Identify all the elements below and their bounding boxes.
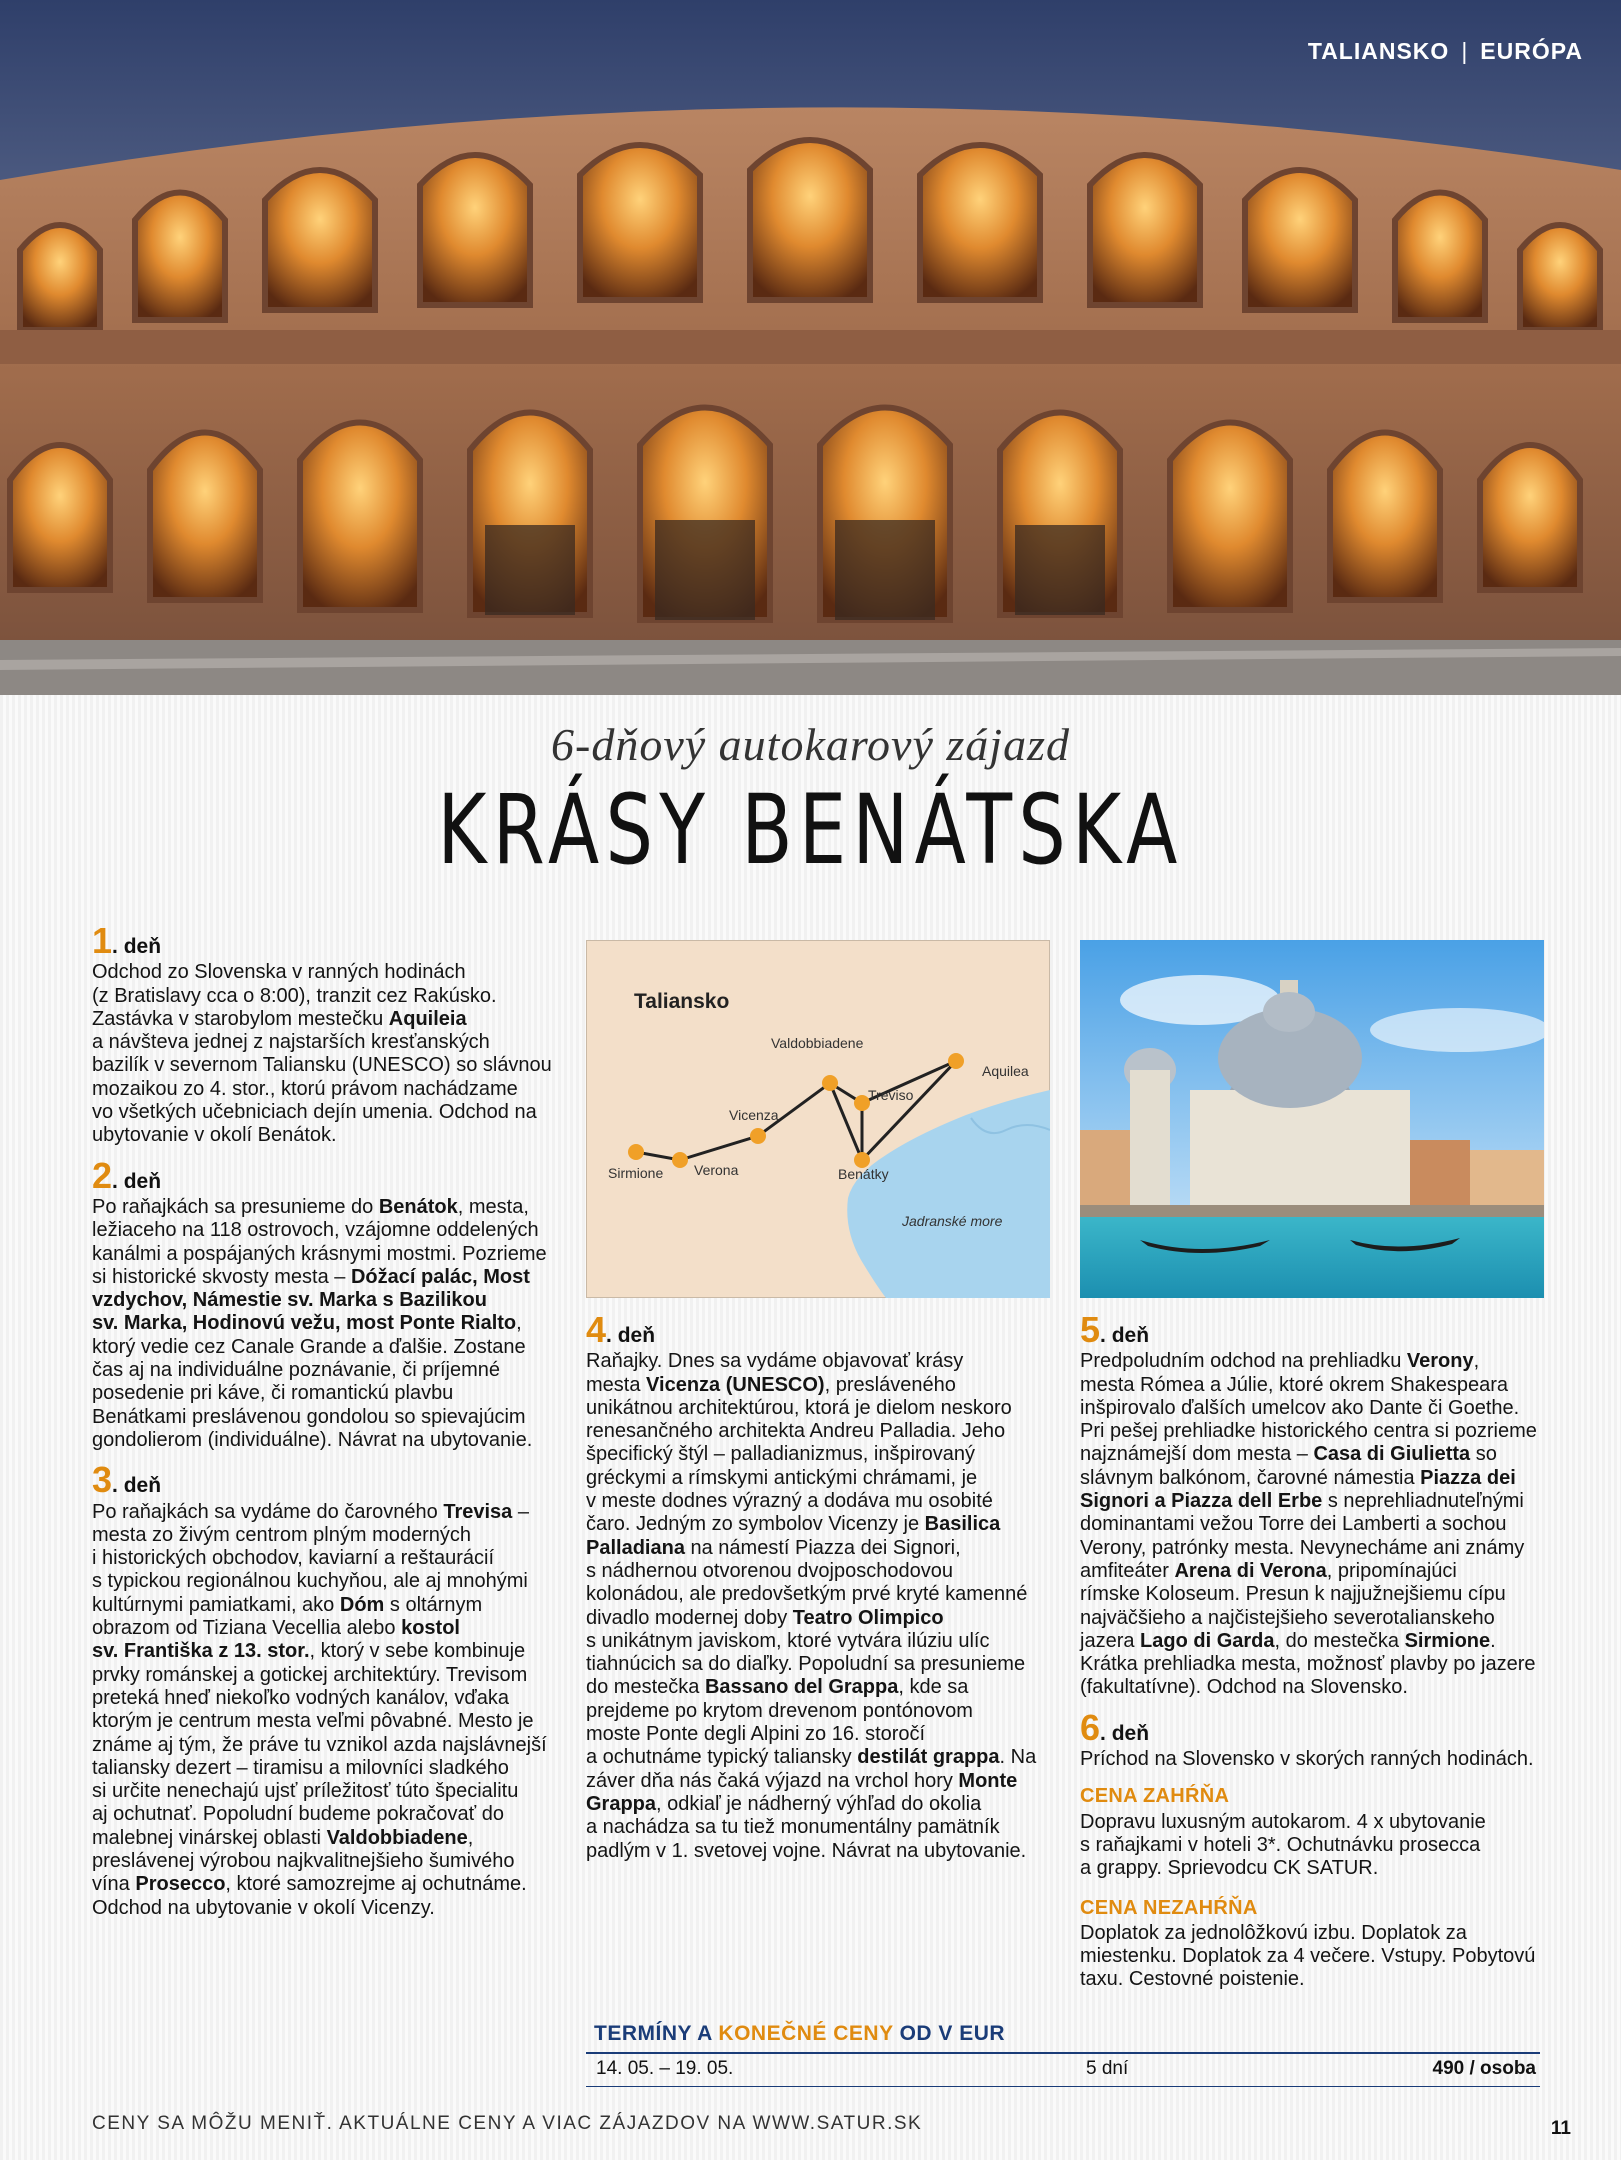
day-2	[92, 1154, 552, 1453]
day-label: . deň	[112, 1474, 162, 1498]
map-sea-label: Jadranské more	[902, 1213, 1003, 1229]
day-description: Odchod zo Slovenska v ranných hodinách (z Bratislavy cca o 8:00), tranzit cez Rakúsko. Zastávka v starobylom mestečku Aquileia a návšteva jednej z najstarších kresťanských bazilík v severnom Taliansku (UNESCO) so slávnou mozaikou zo 4. stor., ktorú právom nachádzame vo všetkých učebniciach dejín umenia. Odchod na ubytovanie v okolí Benátok.	[92, 961, 552, 1147]
map-city-verona: Verona	[694, 1162, 739, 1178]
price-excluded-title: CENA NEZAHŔŇA	[1080, 1896, 1258, 1919]
day-description: Príchod na Slovensko v skorých ranných hodinách.	[1080, 1748, 1534, 1771]
terms-divider-bottom	[586, 2086, 1540, 2087]
itinerary-column-2	[586, 1309, 1056, 1876]
price-included-text: Dopravu luxusným autokarom. 4 x ubytovanie s raňajkami v hoteli 3*. Ochutnávku prosecca a grappy. Sprievodcu CK SATUR.	[1080, 1810, 1486, 1880]
map-city-benatky: Benátky	[838, 1166, 889, 1182]
map-country-label: Taliansko	[634, 990, 730, 1013]
day-description: Raňajky. Dnes sa vydáme objavovať krásy mesta Vicenza (UNESCO), presláveného unikátnou architektúrou, ktorá je dielom neskoro renesančného architekta Andreu Palladia. Jeho špecifický štýl – palladianizmus, inšpirovaný gréckymi a rímskymi antickými chrámami, je v meste dodnes výrazný a dodáva mu osobité čaro. Jedným zo symbolov Vicenzy je Basilica Palladiana na námestí Piazza dei Signori, s nádhernou otvorenou dvojposchodovou kolonádou, ale predovšetkým prvé kryté kamenné divadlo modernej doby Teatro Olimpico s unikátnym javiskom, ktoré vytvára ilúziu ulíc tiahnúcich sa do diaľky. Popoludní sa presunieme do mestečka Bassano del Grappa, kde sa prejdeme po krytom drevenom pontónovom moste Ponte degli Alpini zo 16. storočí a ochutnáme typický taliansky destilát grappa. Na záver dňa nás čaká výjazd na vrchol hory Monte Grappa, odkiaľ je nádherný výhľad do okolia a nachádza sa tu tiež monumentálny pamätník padlým v 1. svetovej vojne. Návrat na ubytovanie.	[586, 1350, 1037, 1862]
day-description: Predpoludním odchod na prehliadku Verony, mesta Rómea a Júlie, ktoré okrem Shakespeara inšpirovalo ďalších umelcov ako Dante či Goethe. Pri pešej prehliadke historického centra si pozrieme najznámejší dom mesta – Casa di Giulietta so slávnym balkónom, čarovné námestia Piazza dei Signori a Piazza dell Erbe s neprehliadnuteľnými dominantami vežou Torre dei Lamberti a sochou Verony, patrónky mesta. Nevynecháme ani známy amfiteáter Arena di Verona, pripomínajúci rímske Koloseum. Presun k najjužnejšiemu cípu najväčšieho a najčistejšieho severotalianskeho jazera Lago di Garda, do mestečka Sirmione. Krátka prehliadka mesta, možnosť plavby po jazere (fakultatívne). Odchod na Slovensko.	[1080, 1350, 1537, 1699]
hero-photo-arena	[0, 0, 1621, 695]
terms-heading-c: OD V EUR	[899, 2022, 1006, 2045]
day-5	[1080, 1309, 1540, 1700]
day-label: . deň	[1100, 1324, 1150, 1347]
day-4	[586, 1309, 1056, 1863]
day-description: Po raňajkách sa presunieme do Benátok, mesta, ležiaceho na 118 ostrovoch, vzájomne oddelených kanálmi a pospájaných krásnymi mostmi. Pozrieme si historické skvosty mesta – Dóžací palác, Most vzdychov, Námestie sv. Marka s Bazilikou sv. Marka, Hodinovú vežu, most Ponte Rialto, ktorý vedie cez Canale Grande a ďalšie. Zostane čas aj na individuálne poznávanie, či príjemné posedenie pri káve, či romantickú plavbu Benátkami preslávenou gondolou so spievajúcim gondolierom (individuálne). Návrat na ubytovanie.	[92, 1195, 547, 1451]
day-label: . deň	[112, 1169, 162, 1193]
page-number: 11	[1550, 2118, 1571, 2139]
map-city-valdobbiadene: Valdobbiadene	[771, 1035, 864, 1051]
itinerary-column-1	[92, 920, 552, 1933]
price-included-title: CENA ZAHŔŇA	[1080, 1785, 1230, 1808]
terms-price: 490 / osoba	[1432, 2058, 1536, 2079]
region-continent: EURÓPA	[1480, 38, 1583, 64]
region-label	[1308, 38, 1583, 65]
terms-heading-a: TERMÍNY A	[594, 2022, 713, 2045]
map-city-aquilea: Aquilea	[982, 1063, 1029, 1079]
day-6	[1080, 1706, 1540, 1772]
terms-row	[586, 2058, 1540, 2084]
region-country: TALIANSKO	[1307, 38, 1450, 64]
terms-duration: 5 dní	[1086, 2058, 1129, 2079]
venice-illustration	[1080, 940, 1544, 1298]
arena-illustration	[0, 0, 1621, 695]
trip-subtitle: 6-dňový autokarový zájazd	[551, 719, 1070, 770]
day-number: 3	[92, 1459, 113, 1501]
route-map-drawing	[586, 940, 1050, 1298]
day-number: 4	[586, 1309, 607, 1350]
itinerary-column-3	[1080, 1309, 1540, 2008]
region-separator: |	[1461, 38, 1469, 64]
day-label: . deň	[1100, 1721, 1150, 1745]
terms-dates: 14. 05. – 19. 05.	[596, 2058, 734, 2079]
day-number: 5	[1080, 1309, 1101, 1350]
route-map	[586, 940, 1050, 1298]
map-city-treviso: Treviso	[868, 1087, 914, 1103]
terms-heading-b: KONEČNÉ CENY	[718, 2022, 894, 2045]
day-label: . deň	[606, 1324, 656, 1347]
day-number: 1	[92, 920, 113, 961]
price-excluded-text: Doplatok za jednolôžkovú izbu. Doplatok za miestenku. Doplatok za 4 večere. Vstupy. Pobytovú taxu. Cestovné poistenie.	[1080, 1921, 1536, 1991]
footer-note: CENY SA MÔŽU MENIŤ. AKTUÁLNE CENY A VIAC ZÁJAZDOV NA WWW.SATUR.SK	[92, 2113, 923, 2134]
page-title: KRÁSY BENÁTSKA	[437, 774, 1184, 886]
day-description: Po raňajkách sa vydáme do čarovného Trevisa – mesta zo živým centrom plným moderných i historických obchodov, kaviarní a reštaurácií s typickou regionálnou kuchyňou, ale aj mnohými kultúrnymi pamiatkami, ako Dóm s oltárnym obrazom od Tiziana Vecellia alebo kostol sv. Františka z 13. stor., ktorý v sebe kombinuje prvky románskej a gotickej architektúry. Trevisom preteká hneď niekoľko vodných kanálov, vďaka ktorým je centrum mesta veľmi pôvabné. Mesto je známe aj tým, že práve tu vznikol azda najslávnejší taliansky dezert – tiramisu a milovníci sladkého si určite nenechajú ujsť príležitosť túto špecialitu aj ochutnať. Popoludní budeme pokračovať do malebnej vinárskej oblasti Valdobbiadene, preslávenej výrobou najkvalitnejšieho šumivého vína Prosecco, ktoré samozrejme aj ochutnáme. Odchod na ubytovanie v okolí Vicenzy.	[92, 1500, 547, 1919]
terms-divider-top	[586, 2052, 1540, 2054]
venice-photo	[1080, 940, 1544, 1298]
terms-heading	[594, 2022, 1005, 2046]
day-number: 6	[1080, 1706, 1101, 1748]
day-label: . deň	[112, 935, 162, 958]
day-3	[92, 1459, 552, 1920]
map-city-sirmione: Sirmione	[608, 1165, 664, 1181]
day-1	[92, 920, 552, 1148]
map-city-vicenza: Vicenza	[729, 1107, 779, 1123]
day-number: 2	[92, 1154, 113, 1196]
